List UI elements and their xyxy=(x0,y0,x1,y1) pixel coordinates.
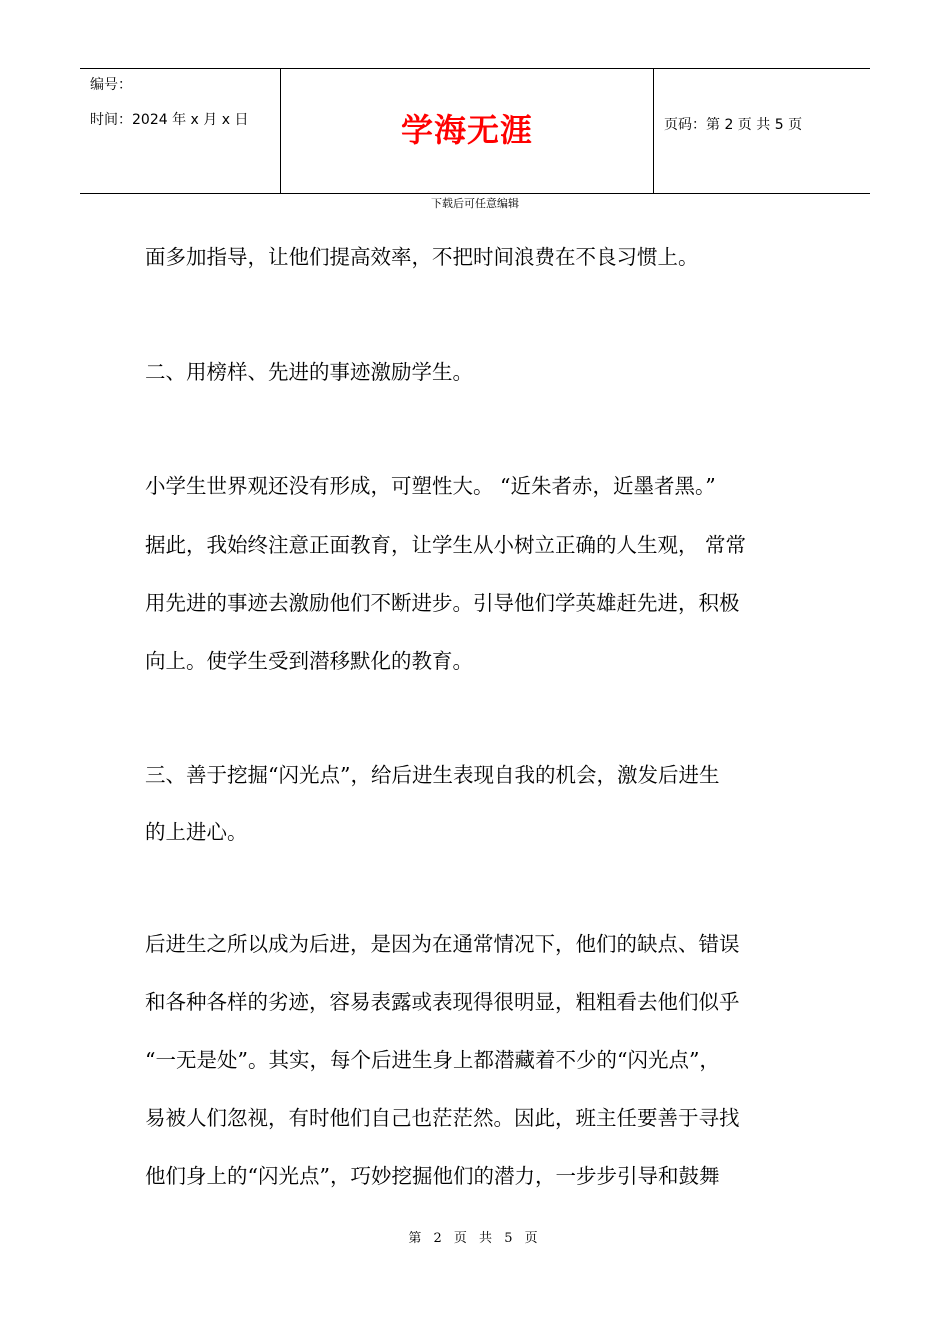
section-heading: 二、用榜样、先进的事迹激励学生。 xyxy=(145,360,473,384)
document-number-label: 编号： xyxy=(90,77,132,93)
section-heading: 三、善于挖掘“闪光点”，给后进生表现自我的机会，激发后进生 xyxy=(145,763,720,787)
body-line: 面多加指导，让他们提高效率，不把时间浪费在不良习惯上。 xyxy=(145,245,699,269)
page-code-label: 页码：第 2 页 共 5 页 xyxy=(664,117,803,133)
body-line: “一无是处”。其实，每个后进生身上都潜藏着不少的“闪光点”， xyxy=(145,1048,720,1072)
download-note: 下载后可任意编辑 xyxy=(431,197,519,210)
body-line: 他们身上的“闪光点”，巧妙挖掘他们的潜力，一步步引导和鼓舞 xyxy=(145,1164,720,1188)
header-page-cell xyxy=(654,69,870,193)
body-line: 后进生之所以成为后进，是因为在通常情况下，他们的缺点、错误 xyxy=(145,932,740,956)
body-line: 用先进的事迹去激励他们不断进步。引导他们学英雄赶先进，积极 xyxy=(145,591,740,615)
page-footer: 第 2 页 共 5 页 xyxy=(408,1231,542,1246)
header-table xyxy=(80,68,870,194)
document-time-label: 时间：2024 年 x 月 x 日 xyxy=(90,112,249,128)
body-line: 和各种各样的劣迹，容易表露或表现得很明显，粗粗看去他们似乎 xyxy=(145,990,740,1014)
body-line: 据此，我始终注意正面教育，让学生从小树立正确的人生观， 常常 xyxy=(145,533,747,557)
section-heading: 的上进心。 xyxy=(145,820,248,844)
brand-title: 学海无涯 xyxy=(400,111,533,149)
header-brand-cell xyxy=(281,69,654,193)
body-line: 易被人们忽视，有时他们自己也茫茫然。因此，班主任要善于寻找 xyxy=(145,1106,740,1130)
body-line: 小学生世界观还没有形成，可塑性大。 “近朱者赤，近墨者黑。” xyxy=(145,474,716,498)
header-info-cell xyxy=(80,69,281,193)
body-line: 向上。使学生受到潜移默化的教育。 xyxy=(145,649,473,673)
